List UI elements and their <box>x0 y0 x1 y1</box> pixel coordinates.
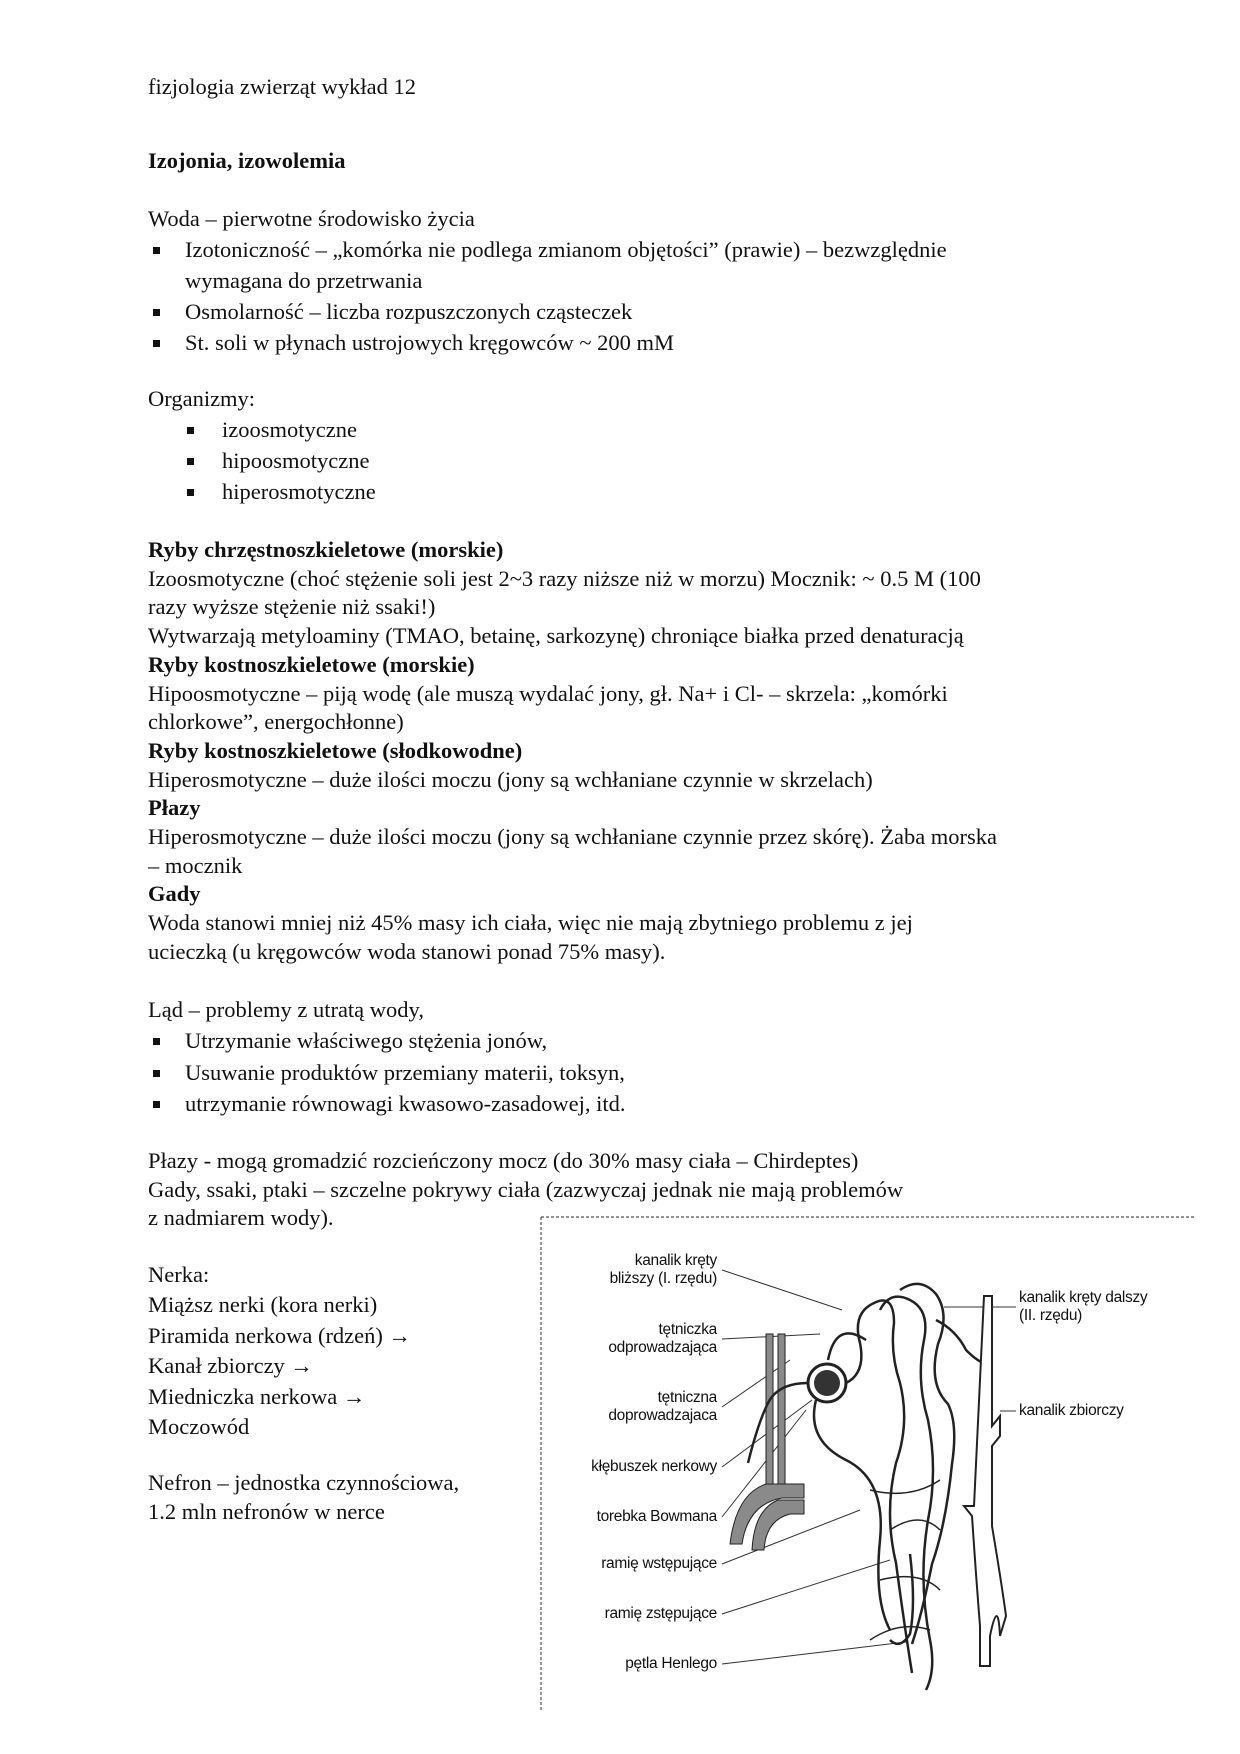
label-efferent-arteriole: tętniczka odprowadzająca <box>608 1321 717 1356</box>
list-item: hiperosmotyczne <box>148 476 1108 507</box>
renal-artery <box>730 1334 804 1550</box>
group-text: Hipoosmotyczne – piją wodę (ale muszą wydalać jony, gł. Na+ i Cl- – skrzela: „komórki <box>148 680 948 706</box>
list-item: Osmolarność – liczba rozpuszczonych cząsteczek <box>148 296 1108 327</box>
water-intro: Woda – pierwotne środowisko życia <box>148 206 475 231</box>
label-afferent-arteriole: tętniczna doprowadzajaca <box>608 1389 717 1424</box>
group-heading: Ryby kostnoszkieletowe (morskie) <box>148 651 475 677</box>
group-text: Izoosmotyczne (choć stężenie soli jest 2~3 razy niższe niż w morzu) Mocznik: ~ 0.5 M (100 <box>148 565 981 591</box>
group-text: ucieczką (u kręgowców woda stanowi ponad 75% masy). <box>148 938 666 964</box>
list-item: Usuwanie produktów przemiany materii, toksyn, <box>148 1057 1108 1088</box>
group-heading: Ryby kostnoszkieletowe (słodkowodne) <box>148 737 523 763</box>
group-text: Wytwarzają metyloaminy (TMAO, betainę, sarkozynę) chroniące białka przed denaturacją <box>148 623 964 649</box>
section-heading: Izojonia, izowolemia <box>148 148 346 173</box>
label-bowman-capsule: torebka Bowmana <box>596 1508 717 1525</box>
label-collecting-duct: kanalik zbiorczy <box>1019 1402 1124 1419</box>
group-heading: Gady <box>148 881 201 907</box>
kidney-line: Nerka: <box>148 1262 210 1287</box>
kidney-line: Kanał zbiorczy → <box>148 1353 313 1379</box>
label-glomerulus: kłębuszek nerkowy <box>591 1458 717 1475</box>
label-ascending-limb: ramię wstępujące <box>601 1555 717 1572</box>
list-item: St. soli w płynach ustrojowych kręgowców ~ 200 mM <box>148 327 1108 358</box>
group-text: Hiperosmotyczne – duże ilości moczu (jony są wchłaniane czynnie przez skórę). Żaba morska <box>148 824 998 850</box>
list-item: Izotoniczność – „komórka nie podlega zmianom objętości” (prawie) – bezwzględnie wymagana do przetrwania <box>148 234 1108 296</box>
group-heading: Ryby chrzęstnoszkieletowe (morskie) <box>148 537 504 562</box>
misc-text: Płazy - mogą gromadzić rozcieńczony mocz (do 30% masy ciała – Chirdeptes) <box>148 1148 859 1173</box>
kidney-line: Miedniczka nerkowa → <box>148 1383 366 1409</box>
kidney-line: Miąższ nerki (kora nerki) <box>148 1292 378 1318</box>
nephron-line: Nefron – jednostka czynnościowa, <box>148 1470 460 1495</box>
kidney-line: Moczowód <box>148 1414 250 1440</box>
misc-text: Gady, ssaki, ptaki – szczelne pokrywy ciała (zazwyczaj jednak nie mają problemów <box>148 1176 904 1202</box>
group-heading: Płazy <box>148 795 201 821</box>
label-proximal-tubule: kanalik kręty bliższy (I. rzędu) <box>609 1252 717 1287</box>
label-distal-tubule: kanalik kręty dalszy (II. rzędu) <box>1019 1289 1148 1324</box>
land-intro: Ląd – problemy z utratą wody, <box>148 997 424 1022</box>
list-item: Utrzymanie właściwego stężenia jonów, <box>148 1025 1108 1056</box>
group-text: – mocznik <box>148 852 243 878</box>
group-text: Woda stanowi mniej niż 45% masy ich ciała, więc nie mają zbytniego problemu z jej <box>148 910 913 936</box>
misc-text: z nadmiarem wody). <box>148 1205 334 1230</box>
group-text: chlorkowe”, energochłonne) <box>148 709 404 735</box>
glomerulus <box>808 1364 846 1402</box>
collecting-duct <box>964 1296 1006 1666</box>
group-text: Hiperosmotyczne – duże ilości moczu (jony są wchłaniane czynnie w skrzelach) <box>148 766 873 792</box>
list-item: utrzymanie równowagi kwasowo-zasadowej, itd. <box>148 1088 1108 1119</box>
list-item: hipoosmotyczne <box>148 445 1108 476</box>
organisms-intro: Organizmy: <box>148 386 256 411</box>
kidney-line: Piramida nerkowa (rdzeń) → <box>148 1322 412 1348</box>
list-item: izoosmotyczne <box>148 414 1108 445</box>
label-loop-of-henle: pętla Henlego <box>625 1655 717 1672</box>
nephron-line: 1.2 mln nefronów w nerce <box>148 1499 385 1524</box>
document-header: fizjologia zwierząt wykład 12 <box>148 74 417 99</box>
label-descending-limb: ramię zstępujące <box>604 1605 717 1622</box>
group-text: razy wyższe stężenie niż ssaki!) <box>148 594 436 620</box>
